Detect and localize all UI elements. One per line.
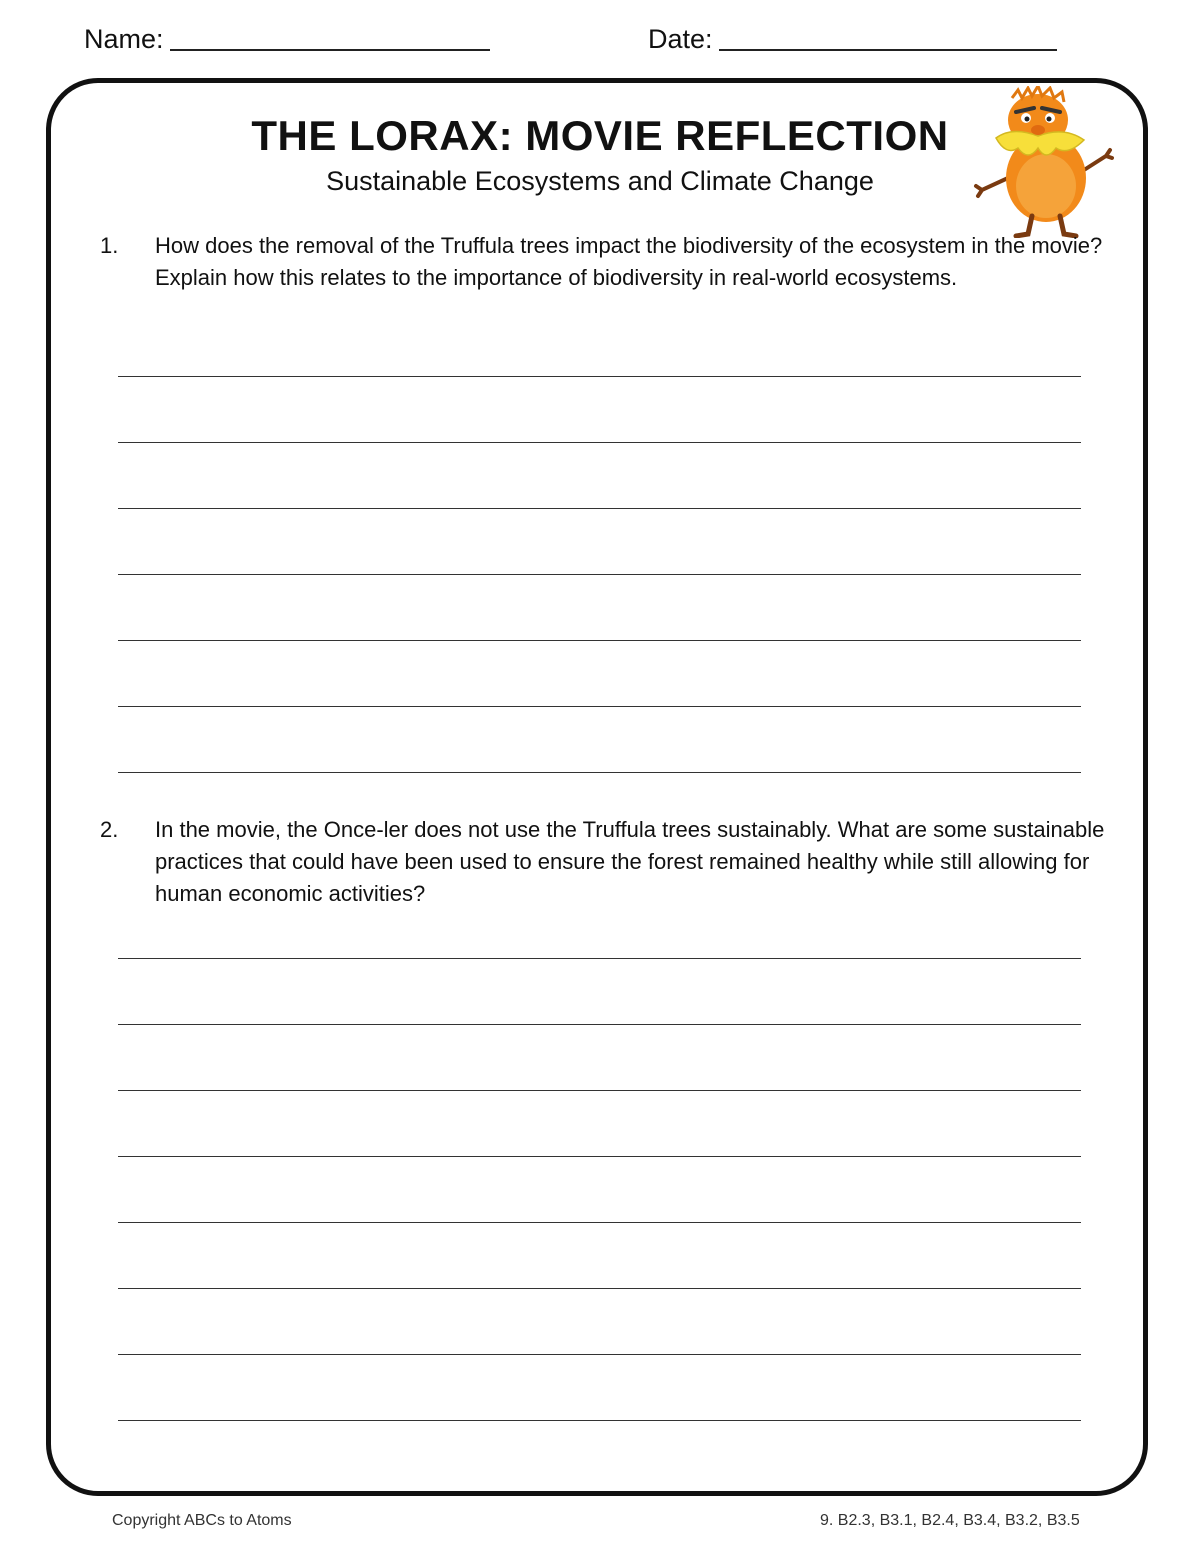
q2-answer-line[interactable]	[118, 1420, 1081, 1421]
q1-answer-line[interactable]	[118, 640, 1081, 641]
q1-answer-line[interactable]	[118, 574, 1081, 575]
name-label: Name:	[84, 24, 164, 54]
name-field[interactable]	[84, 24, 490, 55]
question-text: In the movie, the Once-ler does not use the Truffula trees sustainably. What are some sustainable practices that could have been used to ensure the forest remained healthy while still allowing for human economic activities?	[155, 817, 1105, 906]
question-text: How does the removal of the Truffula trees impact the biodiversity of the ecosystem in the movie? Explain how this relates to the importance of biodiversity in real-world ecosystems.	[155, 233, 1103, 290]
q2-answer-line[interactable]	[118, 1288, 1081, 1289]
copyright-text: Copyright ABCs to Atoms	[112, 1512, 292, 1529]
standards-text: 9. B2.3, B3.1, B2.4, B3.4, B3.2, B3.5	[820, 1512, 1080, 1529]
q2-answer-line[interactable]	[118, 958, 1081, 959]
date-blank[interactable]	[719, 27, 1057, 51]
lorax-character-icon	[972, 86, 1120, 238]
question-1	[100, 230, 1130, 294]
q2-answer-line[interactable]	[118, 1222, 1081, 1223]
q2-answer-line[interactable]	[118, 1024, 1081, 1025]
q1-answer-line[interactable]	[118, 376, 1081, 377]
date-field[interactable]	[648, 24, 1057, 55]
q2-answer-line[interactable]	[118, 1156, 1081, 1157]
q1-answer-line[interactable]	[118, 706, 1081, 707]
date-label: Date:	[648, 24, 713, 54]
worksheet-title: THE LORAX: MOVIE REFLECTION	[251, 112, 949, 159]
q1-answer-line[interactable]	[118, 508, 1081, 509]
q2-answer-line[interactable]	[118, 1354, 1081, 1355]
name-blank[interactable]	[170, 27, 490, 51]
q2-answer-line[interactable]	[118, 1090, 1081, 1091]
q1-answer-line[interactable]	[118, 772, 1081, 773]
question-2	[100, 814, 1130, 910]
question-number: 1.	[100, 233, 119, 258]
question-number: 2.	[100, 817, 119, 842]
q1-answer-line[interactable]	[118, 442, 1081, 443]
worksheet-subtitle: Sustainable Ecosystems and Climate Change	[326, 166, 874, 196]
